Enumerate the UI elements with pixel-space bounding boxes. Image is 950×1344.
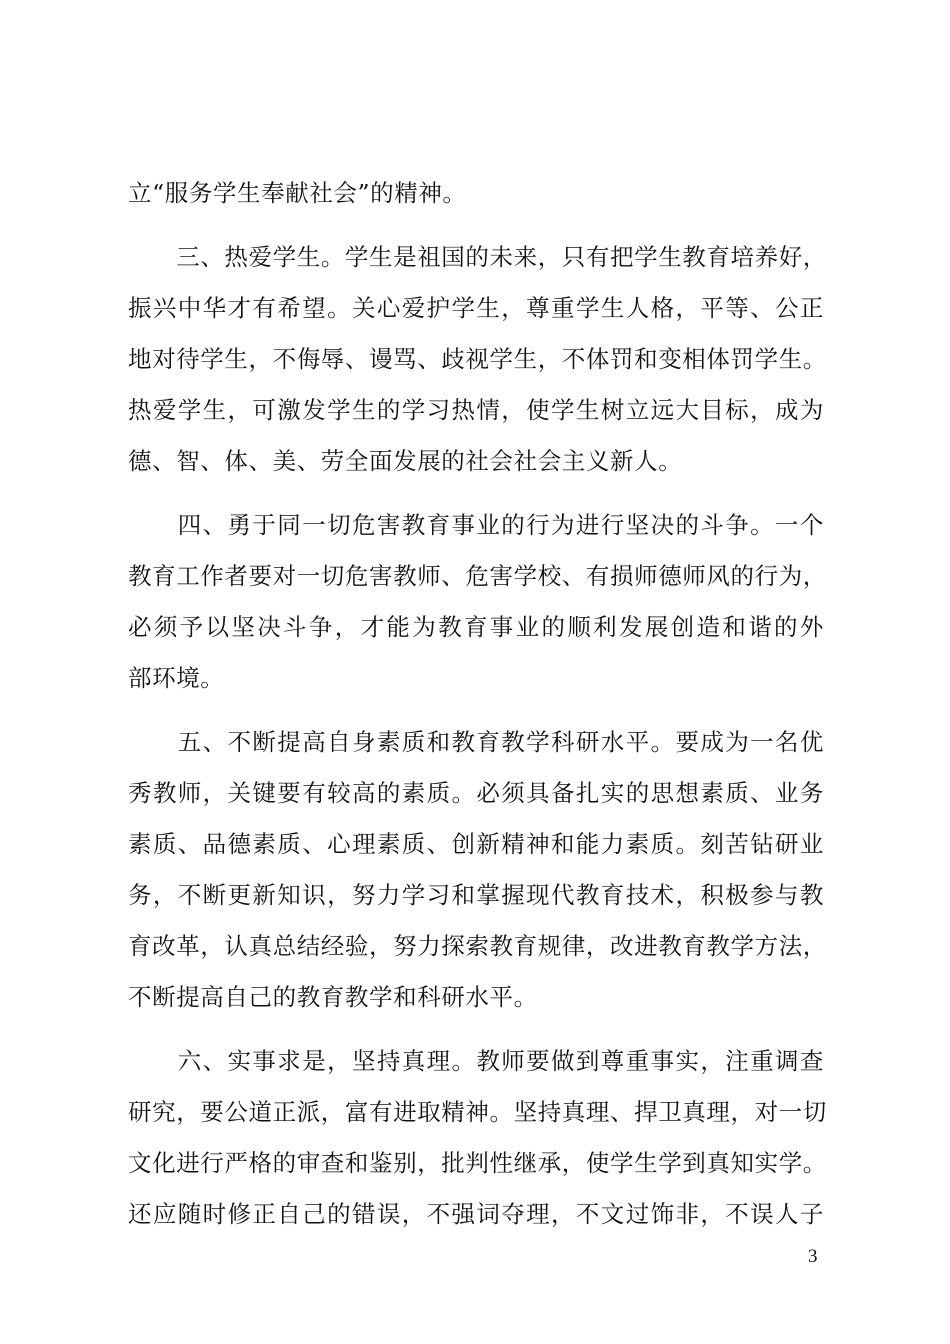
- text-line: 务，不断更新知识，努力学习和掌握现代教育技术，积极参与教: [128, 881, 824, 909]
- text-line: 研究，要公道正派，富有进取精神。坚持真理、捍卫真理，对一切: [128, 1098, 827, 1126]
- paragraph-seek-truth: [128, 1036, 827, 1240]
- paragraph-spirit-continuation: [128, 168, 824, 219]
- paragraph-fight-harm: [128, 500, 827, 704]
- body-text: [128, 168, 827, 1240]
- text-line: 振兴中华才有希望。关心爱护学生，尊重学生人格，平等、公正: [128, 294, 824, 322]
- text-line: 部环境。: [128, 664, 225, 692]
- text-line: 素质、品德素质、心理素质、创新精神和能力素质。刻苦钻研业: [128, 830, 824, 858]
- text-line: 五、不断提高自身素质和教育教学科研水平。要成为一名优: [128, 728, 824, 756]
- text-line: 六、实事求是，坚持真理。教师要做到尊重事实，注重调查: [128, 1047, 824, 1075]
- text-line: 教育工作者要对一切危害教师、危害学校、有损师德师风的行为，: [128, 562, 827, 590]
- text-line: 不断提高自己的教育教学和科研水平。: [128, 983, 538, 1011]
- paragraph-improve-quality: [128, 717, 827, 1023]
- text-line: 德、智、体、美、劳全面发展的社会社会主义新人。: [128, 447, 683, 475]
- text-line: 秀教师，关键要有较高的素质。必须具备扎实的思想素质、业务: [128, 779, 824, 807]
- text-line: 地对待学生，不侮辱、谩骂、歧视学生，不体罚和变相体罚学生。: [128, 345, 827, 373]
- text-line: 三、热爱学生。学生是祖国的未来，只有把学生教育培养好，: [128, 243, 827, 271]
- text-line: 文化进行严格的审查和鉴别，批判性继承，使学生学到真知实学。: [128, 1149, 827, 1177]
- text-line: 必须予以坚决斗争，才能为教育事业的顺利发展创造和谐的外: [128, 613, 824, 641]
- page-number: 3: [808, 1246, 818, 1267]
- text-line: 四、勇于同一切危害教育事业的行为进行坚决的斗争。一个: [128, 511, 824, 539]
- text-line: 育改革，认真总结经验，努力探索教育规律，改进教育教学方法，: [128, 932, 827, 960]
- paragraph-love-students: [128, 232, 827, 487]
- text-line: 还应随时修正自己的错误，不强词夺理，不文过饰非，不误人子: [128, 1200, 824, 1228]
- text-line: 立“服务学生奉献社会”的精神。: [128, 179, 467, 207]
- text-line: 热爱学生，可激发学生的学习热情，使学生树立远大目标，成为: [128, 396, 824, 424]
